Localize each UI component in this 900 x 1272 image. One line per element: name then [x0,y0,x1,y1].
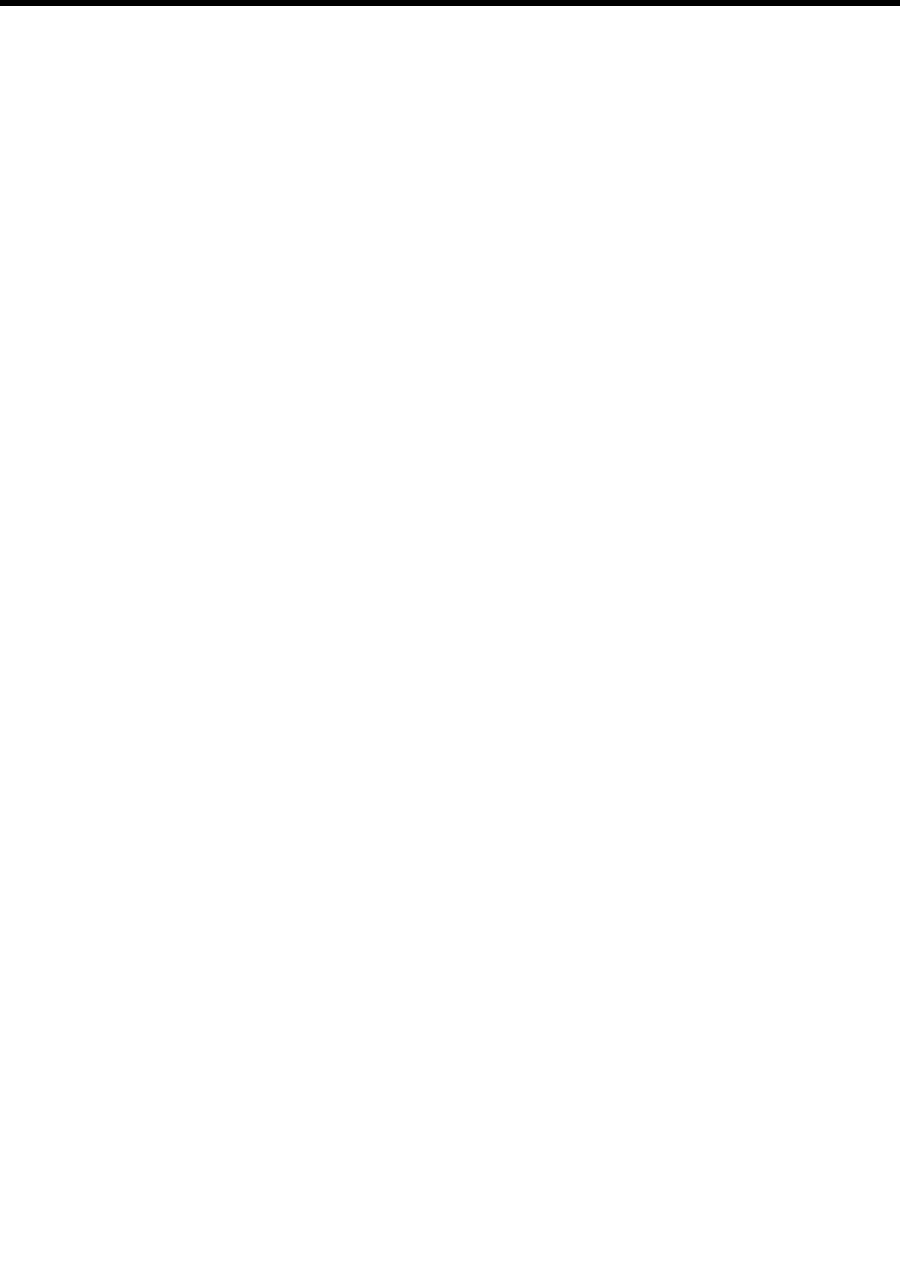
scan-top-edge [0,0,900,6]
